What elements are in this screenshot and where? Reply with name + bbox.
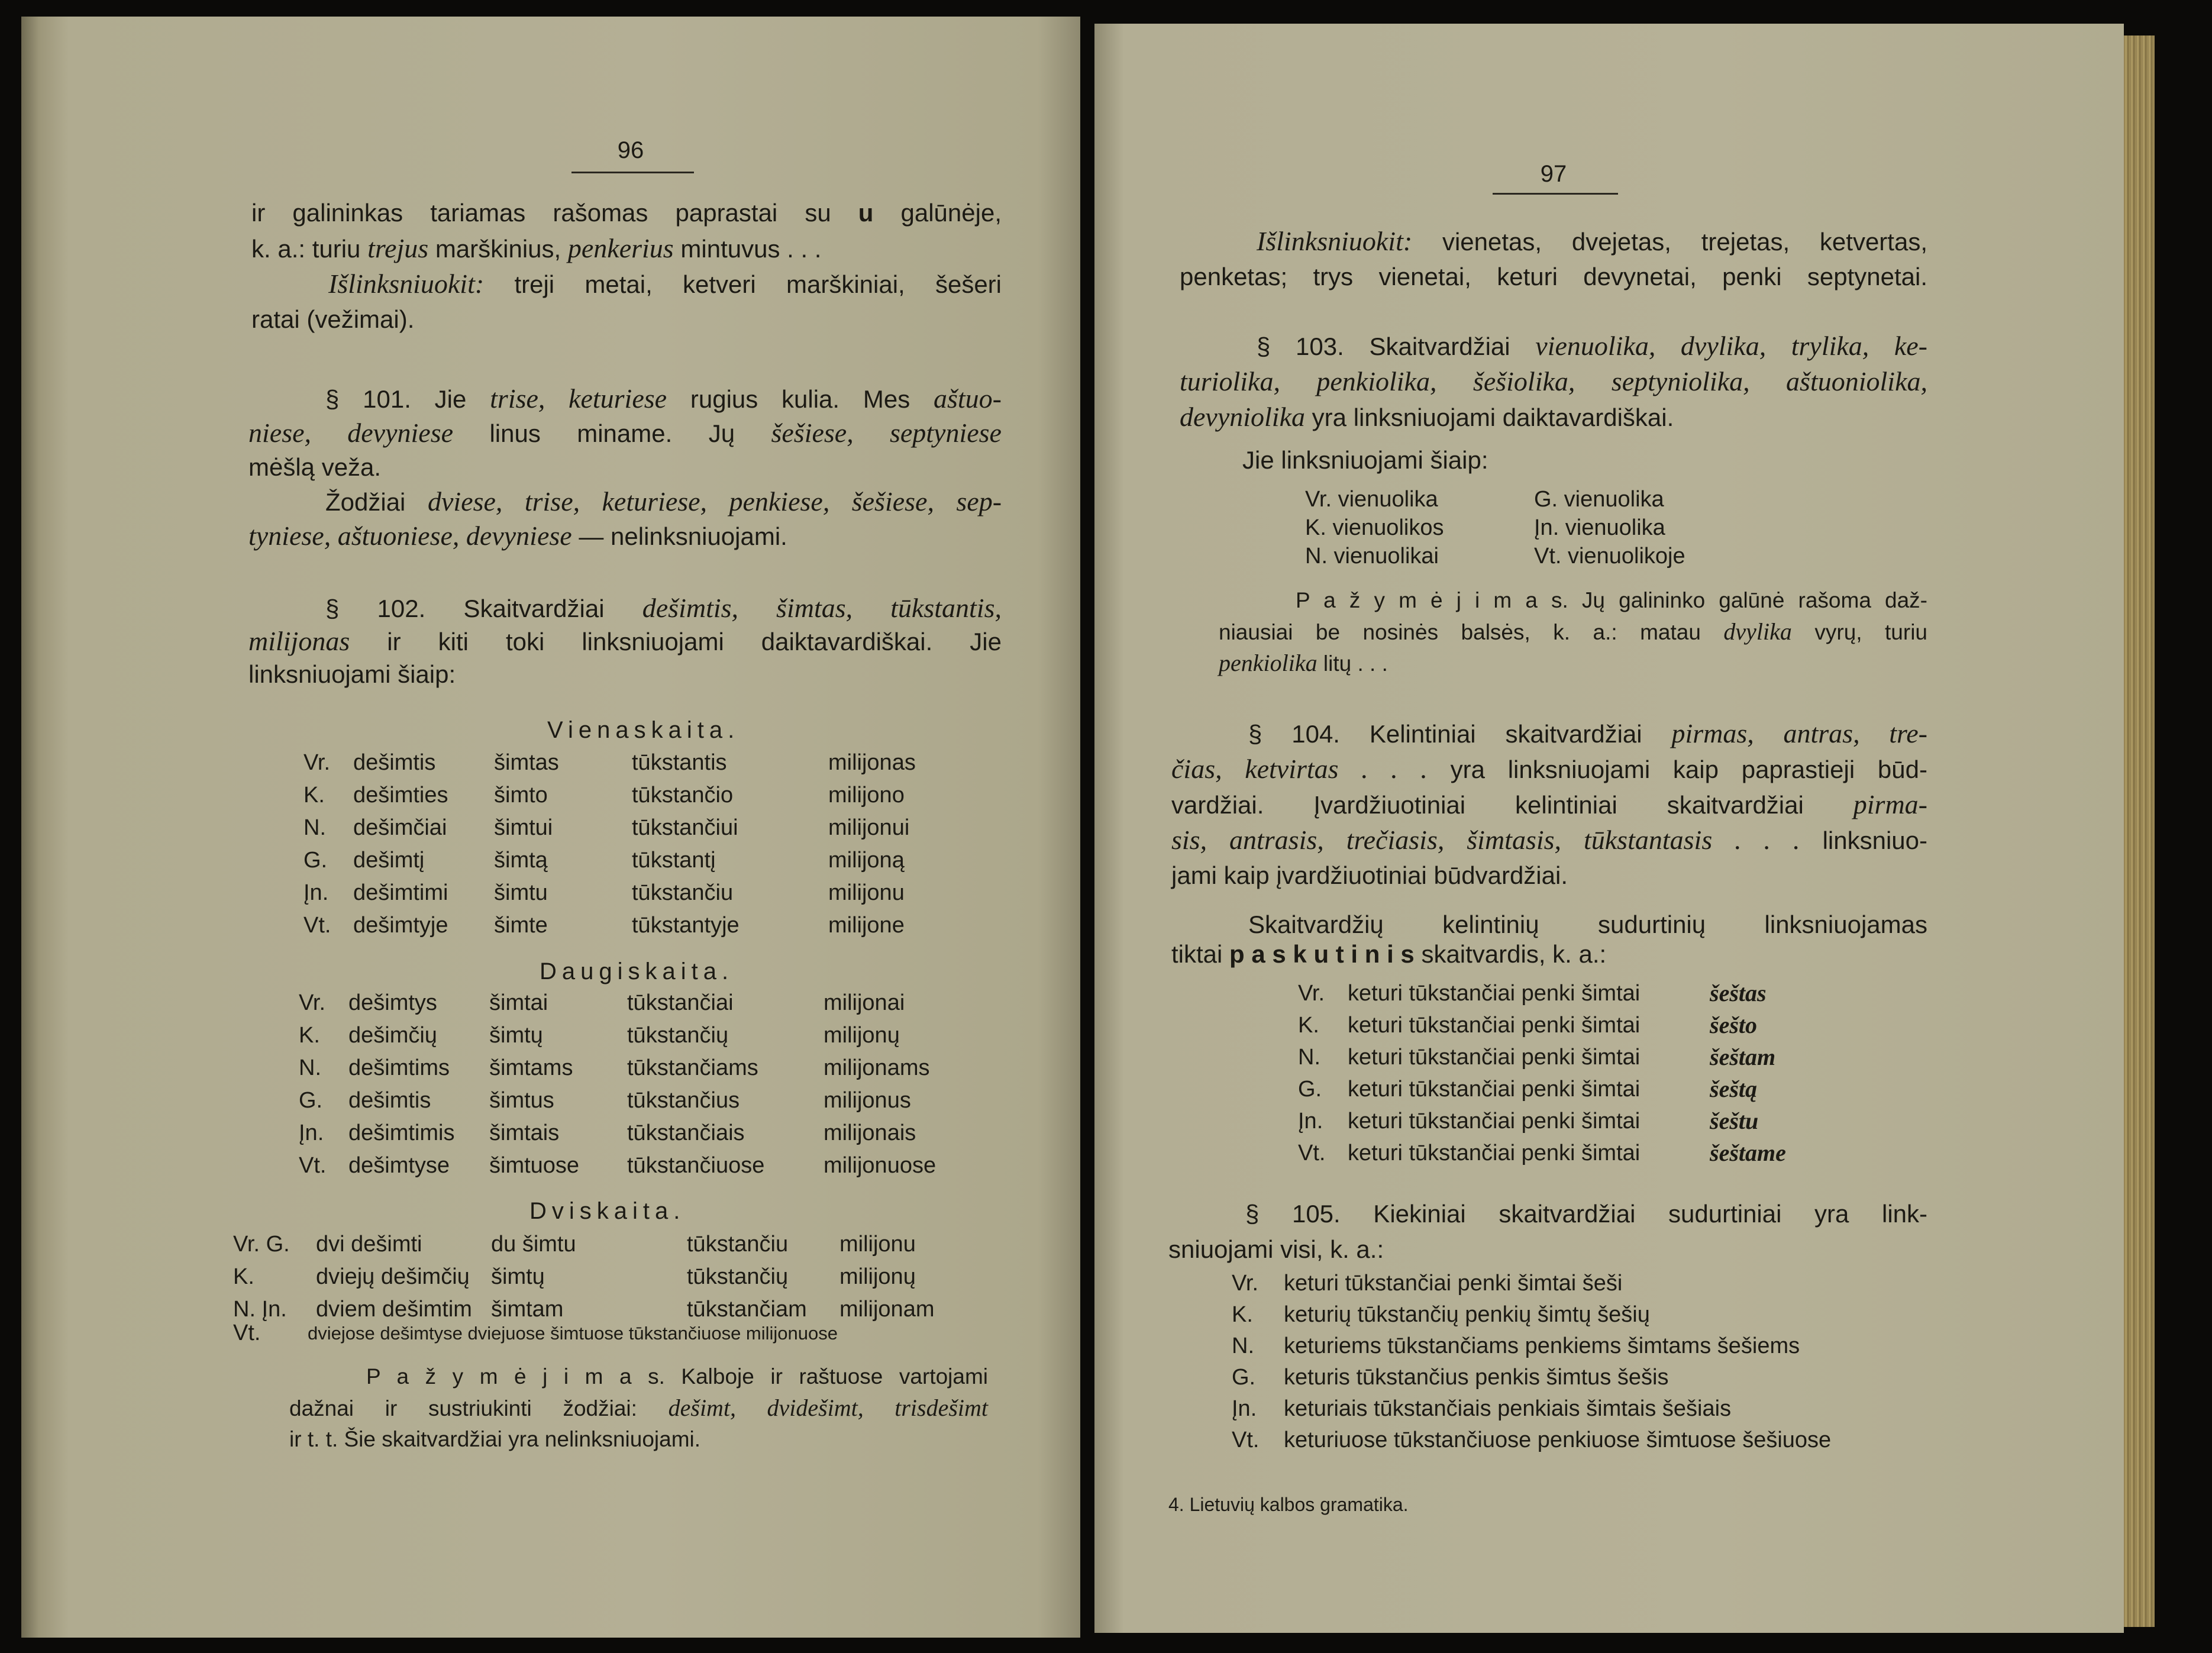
text: ir kiti toki linksniuojami daiktavardiškai. Jie — [350, 628, 1002, 656]
text: mintuvus . . . — [673, 235, 822, 263]
table-cell: keturis tūkstančius penkis šimtus šešis — [1284, 1365, 1669, 1390]
case-label: G. — [303, 848, 328, 873]
text-line — [1171, 940, 1927, 969]
table-cell: N. vienuolikai — [1305, 544, 1439, 569]
text-line — [1171, 716, 1927, 751]
table-cell: milijonu — [839, 1232, 916, 1257]
page-number-rule — [571, 172, 694, 173]
italic-text: sis, antrasis, trečiasis, šimtasis, tūkstantasis . . . — [1171, 825, 1800, 855]
table-cell: tūkstančiu — [632, 880, 734, 905]
case-label: Įn. — [1298, 1109, 1323, 1134]
case-label: Vr. — [299, 990, 326, 1015]
table-cell: milijone — [828, 913, 905, 938]
text-line — [1180, 399, 1927, 435]
italic-text: dvylika — [1723, 618, 1792, 645]
table-cell: milijonų — [824, 1023, 900, 1048]
text: — nelinksniuojami. — [571, 522, 787, 550]
table-cell: tūkstantį — [632, 848, 716, 873]
case-label: Vr. — [1298, 981, 1325, 1006]
text-line — [1219, 647, 1927, 679]
text: rugius kulia. Mes — [667, 385, 934, 413]
text: P a ž y m ė j i m a s. Jų galininko galūnė rašoma daž- — [1296, 588, 1927, 612]
italic-text: Išlinksniuokit: — [1257, 226, 1413, 256]
text: jami kaip įvardžiuotiniai būdvardžiai. — [1171, 861, 1568, 889]
text: mėšlą veža. — [248, 453, 382, 481]
table-cell: N. — [1232, 1334, 1254, 1358]
table-cell: dešimtyje — [353, 913, 448, 938]
table-cell: tūkstančiu — [687, 1232, 789, 1257]
case-label: G. — [299, 1088, 323, 1113]
italic-text: aštuo- — [934, 383, 1002, 414]
page-edges — [2124, 35, 2155, 1627]
table-cell: K. — [1232, 1302, 1253, 1327]
case-label: K. — [299, 1023, 320, 1048]
table-cell: šeštam — [1710, 1044, 1776, 1070]
table-cell: tūkstančiai — [627, 990, 734, 1015]
table-cell: šimtų — [489, 1023, 543, 1048]
page-number: 97 — [1540, 161, 1567, 187]
table-cell: keturi tūkstančiai penki šimtai — [1348, 1045, 1641, 1070]
text: vardžiai. Įvardžiuotiniai kelintiniai skaitvardžiai — [1171, 791, 1853, 819]
italic-text: Išlinksniuokit: — [328, 269, 485, 299]
table-cell: G. vienuolika — [1534, 487, 1664, 512]
text: Žodžiai — [325, 488, 428, 516]
text-line — [251, 195, 1002, 231]
case-label: Vt. — [1298, 1141, 1326, 1166]
table-cell: milijonas — [828, 750, 916, 775]
plural-header: Daugiskaita. — [540, 958, 734, 984]
case-label: Vt. — [299, 1153, 327, 1178]
table-cell: milijonam — [839, 1297, 935, 1322]
text-line — [248, 416, 1002, 450]
table-cell: tūkstančiam — [687, 1297, 807, 1322]
paragraph-104-compound — [1171, 910, 1927, 969]
text: litų . . . — [1317, 651, 1388, 676]
table-cell: keturi tūkstančiai penki šimtai — [1348, 1141, 1641, 1166]
text-line — [248, 485, 1002, 519]
table-cell: tūkstantyje — [632, 913, 740, 938]
text-line — [251, 266, 1002, 302]
table-cell: dešimtimis — [348, 1121, 455, 1145]
case-label: N. Įn. — [233, 1297, 287, 1322]
spaced-bold-text: u — [858, 199, 874, 227]
text-line — [248, 382, 1002, 416]
case-label: Vr. — [303, 750, 331, 775]
case-label: N. — [299, 1055, 321, 1080]
italic-text: dešimt, dvidešimt, trisdešimt — [668, 1394, 989, 1421]
table-cell: Vr. vienuolika — [1305, 487, 1438, 512]
text-line — [289, 1392, 988, 1423]
text-line — [1219, 616, 1927, 647]
table-cell: dešimčių — [348, 1023, 437, 1048]
page-number: 96 — [617, 137, 644, 163]
table-cell: milijonais — [824, 1121, 916, 1145]
text-line — [1180, 328, 1927, 364]
table-cell: keturi tūkstančiai penki šimtai — [1348, 1109, 1641, 1134]
text: yra linksniuojami kaip paprastieji būd- — [1427, 756, 1927, 783]
paragraph-plural-numerals — [251, 195, 1002, 337]
paragraph-104 — [1171, 716, 1927, 893]
italic-text: pirma- — [1853, 789, 1927, 819]
case-label: Įn. — [303, 880, 329, 905]
italic-text: milijonas — [248, 626, 350, 656]
italic-text: šešiese, septyniese — [771, 418, 1002, 448]
table-cell: keturių tūkstančių penkių šimtų šešių — [1284, 1302, 1650, 1327]
text-line — [248, 658, 1002, 691]
italic-text: penkerius — [567, 233, 674, 263]
table-cell: milijonai — [824, 990, 905, 1015]
italic-text: trejus — [367, 233, 429, 263]
paragraph-101 — [248, 382, 1002, 553]
text-line — [1171, 910, 1927, 940]
text: § 103. Skaitvardžiai — [1257, 332, 1536, 360]
table-cell: šimtus — [489, 1088, 554, 1113]
table-cell: keturi tūkstančiai penki šimtai — [1348, 981, 1641, 1006]
italic-text: devyniolika — [1180, 402, 1306, 432]
text-line — [251, 231, 1002, 266]
table-cell: dešimties — [353, 783, 448, 808]
text: Skaitvardžių kelintinių sudurtinių linksniuojamas — [1248, 911, 1927, 938]
text: galūnėje, — [873, 199, 1002, 227]
table-cell: šeštame — [1710, 1139, 1786, 1166]
case-label: Įn. — [299, 1121, 324, 1145]
table-cell: šeštą — [1710, 1076, 1757, 1102]
text: linksniuojami šiaip: — [248, 660, 456, 688]
table-cell: dviem dešimtim — [316, 1297, 472, 1322]
text: sniuojami visi, k. a.: — [1168, 1235, 1384, 1263]
case-label: Vt. — [303, 913, 331, 938]
dual-header: Dviskaita. — [529, 1198, 686, 1224]
paragraph-103 — [1180, 328, 1927, 435]
table-cell: tūkstančiams — [627, 1055, 758, 1080]
table-cell: šimto — [494, 783, 548, 808]
table-cell: G. — [1232, 1365, 1256, 1390]
table-cell: tūkstančiui — [632, 815, 738, 840]
table-cell: tūkstančio — [632, 783, 734, 808]
page-number-rule — [1493, 193, 1618, 195]
text: ratai (vežimai). — [251, 305, 415, 333]
table-cell: keturiems tūkstančiams penkiems šimtams šešiems — [1284, 1334, 1800, 1358]
text-line — [1171, 858, 1927, 893]
table-cell: milijonus — [824, 1088, 911, 1113]
text-line — [289, 1423, 988, 1455]
paragraph-105 — [1168, 1196, 1927, 1267]
table-cell: tūkstančiuose — [627, 1153, 765, 1178]
table-cell: Vt. vienuolikoje — [1534, 544, 1685, 569]
text-line — [248, 519, 1002, 553]
table-cell: milijonams — [824, 1055, 930, 1080]
text: k. a.: turiu — [251, 235, 368, 263]
italic-text: niese, devyniese — [248, 418, 454, 448]
italic-text: turiolika, penkiolika, šešiolika, septyniolika, aštuoniolika, — [1180, 366, 1927, 396]
table-cell: dešimtyse — [348, 1153, 450, 1178]
text-line — [1168, 1232, 1927, 1267]
text: vyrų, turiu — [1791, 620, 1927, 644]
table-cell: milijonų — [839, 1264, 916, 1289]
table-cell: dvi dešimti — [316, 1232, 422, 1257]
text: linksniuo- — [1800, 826, 1927, 854]
table-cell: milijoną — [828, 848, 905, 873]
italic-text: čias, ketvirtas . . . — [1171, 754, 1428, 784]
table-cell: tūkstančiais — [627, 1121, 745, 1145]
table-cell: tūkstančius — [627, 1088, 740, 1113]
text-line — [1180, 364, 1927, 399]
table-cell: šeštas — [1710, 980, 1767, 1006]
case-label: K. — [233, 1264, 254, 1289]
table-cell: dviejose dešimtyse dviejuose šimtuose tūkstančiuose milijonuose — [308, 1323, 838, 1344]
table-cell: šimtuose — [489, 1153, 580, 1178]
text: Jie linksniuojami šiaip: — [1242, 446, 1488, 474]
table-cell: šimtais — [489, 1121, 560, 1145]
table-cell: šešto — [1710, 1012, 1757, 1038]
text: § 101. Jie — [325, 385, 490, 413]
text-line — [248, 625, 1002, 658]
table-cell: šimtas — [494, 750, 559, 775]
text-line — [248, 450, 1002, 485]
table-cell: Įn. — [1232, 1396, 1257, 1421]
case-label: G. — [1298, 1077, 1322, 1102]
table-cell: šimte — [494, 913, 548, 938]
italic-text: tyniese, aštuoniese, devyniese — [248, 521, 572, 551]
table-cell: dešimčiai — [353, 815, 447, 840]
text: yra linksniuojami daiktavardiškai. — [1305, 403, 1674, 431]
table-cell: keturiuose tūkstančiuose penkiuose šimtuose šešiuose — [1284, 1428, 1832, 1452]
italic-text: trise, keturiese — [490, 383, 667, 414]
text: marškinius, — [428, 235, 568, 263]
text-line — [1171, 822, 1927, 858]
note-right — [1219, 585, 1927, 679]
text-line — [289, 1361, 988, 1392]
text-line — [1165, 443, 1913, 478]
italic-text: pirmas, antras, tre- — [1671, 718, 1927, 748]
text: penketas; trys vienetai, keturi devynetai, penki septynetai. — [1180, 263, 1927, 290]
table-cell: šimtu — [494, 880, 548, 905]
table-cell: dešimtį — [353, 848, 425, 873]
table-cell: Įn. vienuolika — [1534, 515, 1665, 540]
text: § 105. Kiekiniai skaitvardžiai sudurtiniai yra link- — [1245, 1200, 1927, 1228]
paragraph-islinksniuokit — [1180, 224, 1927, 295]
table-cell: dešimtimi — [353, 880, 448, 905]
table-cell: tūkstančių — [627, 1023, 729, 1048]
case-label: Vr. G. — [233, 1232, 290, 1257]
table-cell: dešimtims — [348, 1055, 450, 1080]
text: niausiai be nosinės balsės, k. a.: matau — [1219, 620, 1724, 644]
italic-text: vienuolika, dvylika, trylika, ke- — [1535, 331, 1927, 361]
text: skaitvardis, k. a.: — [1414, 940, 1607, 968]
case-label: K. — [303, 783, 325, 808]
italic-text: dešimtis, šimtas, tūkstantis, — [642, 593, 1002, 623]
text: tiktai — [1171, 940, 1230, 968]
table-cell: du šimtu — [491, 1232, 576, 1257]
case-label: N. — [1298, 1045, 1320, 1070]
singular-header: Vienaskaita. — [547, 717, 740, 743]
case-label: K. — [1298, 1013, 1319, 1038]
note-left — [289, 1361, 988, 1455]
table-cell: šimtams — [489, 1055, 573, 1080]
table-cell: milijono — [828, 783, 905, 808]
table-cell: šimtai — [489, 990, 548, 1015]
table-cell: keturi tūkstančiai penki šimtai — [1348, 1077, 1641, 1102]
footer-signature: 4. Lietuvių kalbos gramatika. — [1168, 1494, 1409, 1515]
paragraph-102 — [248, 592, 1002, 691]
text-line — [1171, 787, 1927, 822]
text: § 104. Kelintiniai skaitvardžiai — [1248, 720, 1672, 748]
table-cell: keturi tūkstančiai penki šimtai — [1348, 1013, 1641, 1038]
table-cell: dviejų dešimčių — [316, 1264, 470, 1289]
text: vienetas, dvejetas, trejetas, ketvertas, — [1412, 228, 1927, 256]
text: dažnai ir sustriukinti žodžiai: — [289, 1396, 669, 1420]
text-line — [1219, 585, 1927, 616]
text-line — [1180, 224, 1927, 259]
spaced-bold-text: p a s k u t i n i s — [1229, 940, 1415, 968]
table-cell: šimtam — [491, 1297, 564, 1322]
table-cell: Vr. — [1232, 1271, 1259, 1296]
table-cell: keturi tūkstančiai penki šimtai šeši — [1284, 1271, 1623, 1296]
text-line — [1168, 1196, 1927, 1232]
text: § 102. Skaitvardžiai — [325, 595, 642, 622]
text: P a ž y m ė j i m a s. Kalboje ir raštuose vartojami — [366, 1364, 988, 1389]
table-cell: dešimtis — [348, 1088, 431, 1113]
table-cell: tūkstantis — [632, 750, 727, 775]
table-cell: milijonu — [828, 880, 905, 905]
text-line — [251, 302, 1002, 337]
text-line — [1180, 259, 1927, 295]
table-cell: šimtą — [494, 848, 548, 873]
table-cell: dešimtis — [353, 750, 436, 775]
italic-text: dviese, trise, keturiese, penkiese, šešiese, sep- — [427, 486, 1002, 516]
table-cell: tūkstančių — [687, 1264, 789, 1289]
text: linus miname. Jų — [453, 419, 771, 447]
table-cell: milijonuose — [824, 1153, 937, 1178]
case-label: N. — [303, 815, 326, 840]
table-cell: šimtui — [494, 815, 553, 840]
table-cell: K. vienuolikos — [1305, 515, 1444, 540]
text: ir galininkas tariamas rašomas paprastai su — [251, 199, 858, 227]
case-label: Vt. — [233, 1321, 261, 1345]
table-cell: dešimtys — [348, 990, 437, 1015]
table-cell: milijonui — [828, 815, 910, 840]
table-cell: šeštu — [1710, 1108, 1759, 1134]
text: treji metai, ketveri marškiniai, šešeri — [484, 270, 1002, 298]
table-cell: keturiais tūkstančiais penkiais šimtais šešiais — [1284, 1396, 1732, 1421]
paragraph-103-declension — [1165, 443, 1913, 478]
text-line — [1171, 751, 1927, 787]
text-line — [248, 592, 1002, 625]
italic-text: penkiolika — [1219, 650, 1317, 676]
text: ir t. t. Šie skaitvardžiai yra nelinksniuojami. — [289, 1427, 701, 1451]
table-cell: šimtų — [491, 1264, 545, 1289]
table-cell: Vt. — [1232, 1428, 1260, 1452]
